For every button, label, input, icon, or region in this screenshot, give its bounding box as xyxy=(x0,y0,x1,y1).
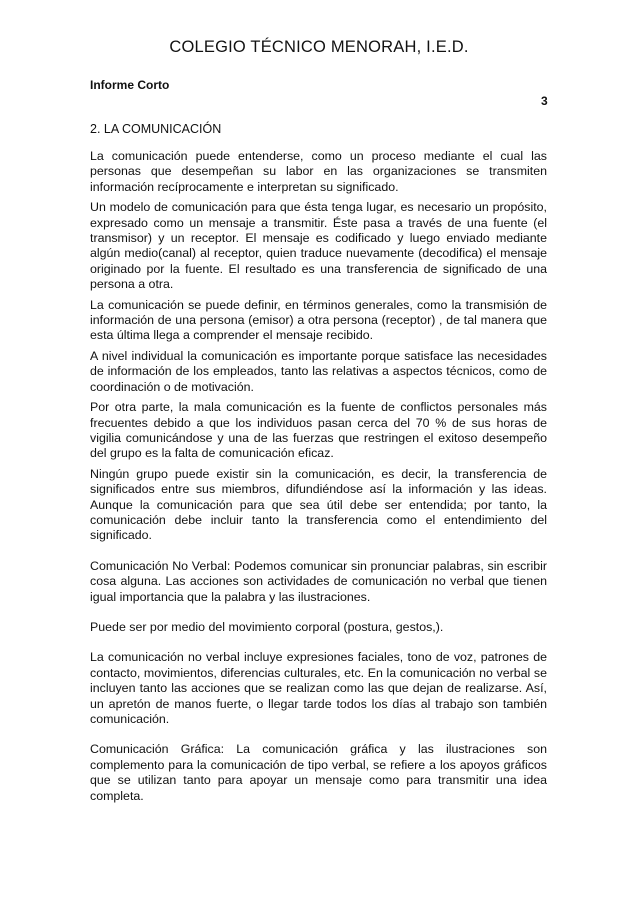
paragraph-2: Un modelo de comunicación para que ésta tenga lugar, es necesario un propósito, expresado como un mensaje a transmitir. Éste pasa a través de una fuente (el transmisor) y un receptor. El mensaje es codificado y luego enviado mediante algún medio(canal) al receptor, quien traduce nuevamente (decodifica) el mensaje originado por la fuente. El resultado es una transferencia de significado de una persona a otra. xyxy=(90,200,547,292)
paragraph-10: Comunicación Gráfica: La comunicación gráfica y las ilustraciones son complemento para la comunicación de tipo verbal, se refiere a los apoyos gráficos que se utilizan tanto para apoyar un mensaje como para transmitir una idea completa. xyxy=(90,742,547,803)
document-body xyxy=(90,149,547,809)
paragraph-9: La comunicación no verbal incluye expresiones faciales, tono de voz, patrones de contacto, movimientos, diferencias culturales, etc. En la comunicación no verbal se incluyen tanto las acciones que se realizan como las que dejan de realizarse. Así, un apretón de manos fuerte, o llegar tarde todos los días al trabajo son también comunicación. xyxy=(90,650,547,726)
paragraph-3: La comunicación se puede definir, en términos generales, como la transmisión de información de una persona (emisor) a otra persona (receptor) , de tal manera que esta última llega a comprender el mensaje recibido. xyxy=(90,297,547,343)
paragraph-6: Ningún grupo puede existir sin la comunicación, es decir, la transferencia de significados entre sus miembros, difundiéndose así la información y las ideas. Aunque la comunicación para que sea útil debe ser entendida; por tanto, la comunicación debe incluir tanto la transferencia como el entendimiento del significado. xyxy=(90,466,547,543)
section-heading: 2. LA COMUNICACIÓN xyxy=(90,122,222,136)
paragraph-1: La comunicación puede entenderse, como un proceso mediante el cual las personas que desempeñan su labor en las organizaciones se transmiten información recíprocamente e interpretan su significado. xyxy=(90,149,547,194)
paragraph-8: Puede ser por medio del movimiento corporal (postura, gestos,). xyxy=(90,619,444,634)
paragraph-5: Por otra parte, la mala comunicación es la fuente de conflictos personales más frecuentes debido a que los individuos pasan cerca del 70 % de sus horas de vigilia comunicándose y una de las fuerzas que restringen el exitoso desempeño del grupo es la falta de comunicación eficaz. xyxy=(90,400,547,461)
report-type-label: Informe Corto xyxy=(90,78,170,92)
paragraph-4: A nivel individual la comunicación es importante porque satisface las necesidades de información de los empleados, tanto las relativas a aspectos técnicos, como de coordinación o de motivación. xyxy=(90,348,547,394)
page-number: 3 xyxy=(541,94,548,108)
document-title: COLEGIO TÉCNICO MENORAH, I.E.D. xyxy=(169,38,469,56)
paragraph-7: Comunicación No Verbal: Podemos comunicar sin pronunciar palabras, sin escribir cosa alguna. Las acciones son actividades de comunicación no verbal que tienen igual importancia que la palabra y las ilustraciones. xyxy=(90,558,547,604)
